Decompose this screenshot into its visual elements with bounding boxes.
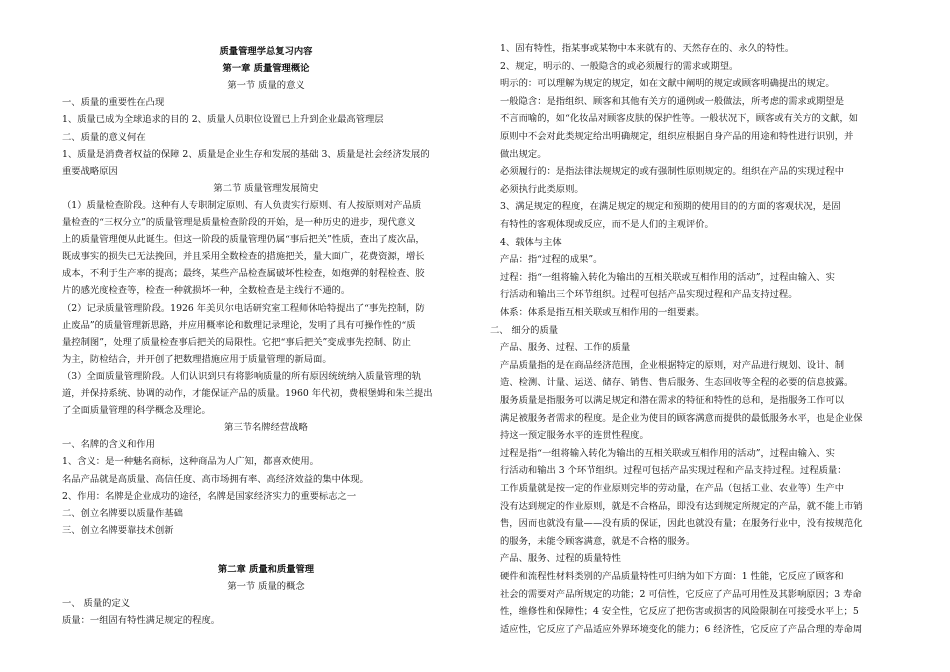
text-line: 必须执行此类原则。 (500, 183, 584, 195)
text-line: 量检查的“三权分立”的质量管理是质量检查阶段的开始，是一种历史的进步，现代意义 (62, 217, 416, 228)
text-line: 一、质量的重要性在凸现 (62, 97, 165, 109)
text-line: 量控制图”，处理了质量检查事后把关的局限性。它把“事后把关”变成事先控制、防止 (62, 336, 411, 348)
text-line: 满足被服务者需求的程度。是企业为使目的顾客满意而提供的最低服务水平，也是企业保 (500, 412, 863, 424)
text-line: 二、创立名牌要以质量作基础 (62, 507, 183, 519)
text-line: 明示的：可以理解为规定的规定，如在文献中阐明的规定或顾客明确提出的规定。 (500, 78, 835, 90)
text-line: 过程是指“一组将输入转化为输出的互相关联或互相作用的活动”，过程由输入、实 (500, 447, 835, 459)
text-line: 片的感光度检查等，检查一种就损坏一种，全数检查是主线行不通的。 (62, 285, 351, 297)
text-line: 重要战略原因 (62, 165, 118, 177)
text-line: 止废品”的质量管理新思路，并应用概率论和数理记录理论，发明了具有可操作性的“质 (62, 319, 416, 331)
text-line: 造、检测、计量、运送、储存、销售、售后服务、生态回收等全程的必要的信息披露。 (500, 377, 854, 389)
section-heading: 第一节 质量的意义 (227, 80, 305, 92)
text-line: 适应性，它反应了产品适应外界环境变化的能力；6 经济性，它反应了产品合理的寿命周 (500, 623, 863, 635)
text-line: 成本，不利于生产率的提高；最终，某些产品检查属破坏性检查，如炮弹的射程检查、胶 (62, 268, 425, 280)
text-line: 一、名牌的含义和作用 (62, 439, 155, 451)
section-heading: 质量管理学总复习内容 (219, 46, 313, 57)
section-heading: 第一章 质量管理概论 (222, 63, 310, 75)
text-line: （3）全面质量管理阶段。人们认识到只有将影响质量的所有原因统统纳入质量管理的轨 (62, 370, 422, 382)
text-line: 1、固有特性，指某事或某物中本来就有的、天然存在的、永久的特性。 (500, 43, 795, 54)
text-line: 行活动和输出三个环节组织。过程可包括产品实现过程和产品支持过程。 (500, 289, 798, 301)
text-line: 上的质量管理便从此诞生。但这一阶段的质量管理仍属“事后把关”性质，查出了废次品， (62, 234, 425, 246)
text-line: 持这一预定服务水平的连贯性程度。 (500, 430, 649, 442)
text-line: 一、 质量的定义 (62, 598, 131, 610)
text-line: 质量：一组固有特性满足规定的程度。 (62, 615, 221, 627)
text-line: 既成事实的损失已无法挽回，并且采用全数检查的措施把关，量大面广，花费资源，增长 (62, 251, 425, 263)
text-line: 名品产品就是高质量、高信任度、高市场拥有率、高经济效益的集中体现。 (62, 473, 369, 485)
text-line: 1、质量是消费者权益的保障 2、质量是企业生存和发展的基础 3、质量是社会经济发展的 (62, 148, 430, 160)
text-line: 不言而喻的，如“化妆品对顾客皮肤的保护性等。一般状况下，顾客或有关方的文献，如 (500, 113, 859, 125)
text-line: 没有达到规定的作业原则，就是不合格品，即没有达到规定所规定的产品，就不能上市销 (500, 500, 863, 512)
text-line: 1、含义：是一种魅名商标，这种商品为人广知，都喜欢使用。 (62, 456, 319, 468)
text-line: 必须履行的：是指法律法规规定的或有强制性原则规定的。组织在产品的实现过程中 (500, 166, 844, 178)
section-heading: 第二章 质量和质量管理 (217, 563, 315, 575)
text-line: 产品、服务、过程的质量特性 (500, 553, 621, 565)
text-line: 产品质量指的是在商品经济范围，企业根据特定的原则，对产品进行规划、设计、制 (500, 359, 844, 371)
text-line: 1、质量已成为全球追求的目的 2、质量人员职位设置已上升到企业最高管理层 (62, 114, 384, 126)
text-line: 社会的需要对产品所规定的功能；2 可信性，它反应了产品可用性及其影响原因；3 寿命 (500, 588, 862, 600)
text-line: 4、载体与主体 (500, 236, 562, 248)
text-line: 工作质量就是按一定的作业原则完毕的劳动量，在产品（包括工业、农业等）生产中 (500, 483, 844, 494)
text-line: 做出规定。 (500, 148, 547, 160)
text-line: 产品、服务、过程、工作的质量 (500, 342, 631, 354)
text-line: 有特性的客观体现或反应，而不是人们的主观评价。 (500, 219, 714, 230)
text-line: 的服务，未能令顾客满意，就是不合格的服务。 (500, 535, 696, 547)
section-heading: 第二节 质量管理发展简史 (213, 182, 319, 194)
text-line: 体系：体系是指互相关联或互相作用的一组要素。 (500, 307, 705, 318)
text-line: 为主，防检结合，并开创了把数理措施应用于质量管理的新局面。 (62, 353, 332, 365)
text-line: 二、 细分的质量 (490, 324, 559, 336)
text-line: 道，并保持系统、协调的动作，才能保证产品的质量。1960 年代初，费根堡姆和朱兰提出 (62, 388, 433, 399)
text-line: 2、规定，明示的、一般隐含的或必须履行的需求或期望。 (500, 60, 739, 72)
text-line: 2、作用：名牌是企业成功的途径，名牌是国家经济实力的重要标志之一 (62, 490, 357, 502)
text-line: 了全面质量管理的科学概念及理论。 (62, 405, 211, 417)
text-line: 二、质量的意义何在 (62, 131, 146, 143)
text-line: （1）质量检查阶段。这种有人专职制定原则、有人负责实行原则、有人按原则对产品质 (62, 199, 422, 211)
text-line: 一般隐含：是指组织、顾客和其他有关方的通例或一般做法，所考虑的需求或期望是 (500, 95, 844, 107)
text-line: 原则中不会对此类规定给出明确规定，组织应根据自身产品的用途和特性进行识别，并 (500, 131, 854, 142)
text-line: 硬件和流程性材料类别的产品质量特性可归纳为如下方面：1 性能，它反应了顾客和 (500, 571, 844, 582)
text-line: 三、创立名牌要靠技术创新 (62, 524, 174, 536)
text-line: 产品：指“过程的成果”。 (500, 254, 603, 266)
text-line: 3、满足规定的程度，在满足规定的规定和预期的使用目的的方面的客观状况，是固 (500, 201, 841, 213)
text-line: 过程：指“一组将输入转化为输出的互相关联或互相作用的活动”，过程由输入、实 (500, 271, 835, 283)
text-line: 行活动和输出 3 个环节组织。过程可包括产品实现过程和产品支持过程。过程质量： (500, 465, 847, 477)
text-line: 售，因而也就没有量——没有质的保证，因此也就没有量；在服务行业中，没有按规范化 (500, 518, 863, 530)
text-line: 性，维修性和保障性；4 安全性，它反应了把伤害或损害的风险限制在可接受水平上；5 (500, 606, 859, 618)
text-line: （2）记录质量管理阶段。1926 年美贝尔电话研究室工程师休哈特提出了“事先控制，防 (62, 302, 425, 314)
section-heading: 第三节名牌经营战略 (224, 422, 308, 434)
text-line: 服务质量是指服务可以满足规定和潜在需求的特征和特性的总和，是指服务工作可以 (500, 395, 844, 406)
section-heading: 第一节 质量的概念 (227, 581, 305, 592)
